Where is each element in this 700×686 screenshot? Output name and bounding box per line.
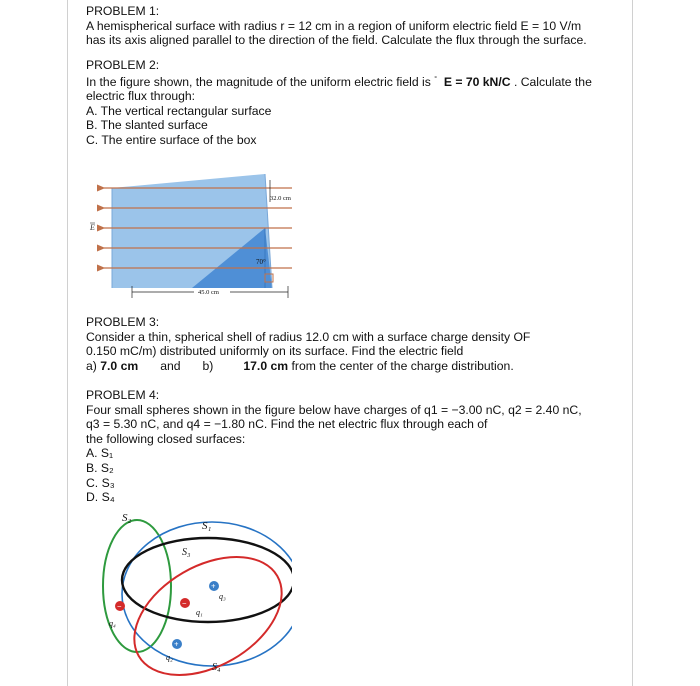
- surface-s3: [122, 538, 292, 622]
- problem-3: [86, 315, 530, 373]
- width-label: 45.0 cm: [198, 289, 219, 296]
- problem-2-field-value: E = 70 kN/C: [443, 74, 511, 89]
- and-text: and: [160, 358, 181, 373]
- problem-3-heading: PROBLEM 3:: [86, 315, 160, 329]
- problem-2-text-line: In the figure shown, the magnitude of the uniform electric field is ° E = 70 kN/C . Calculate the: [86, 74, 592, 89]
- problem-1-text-line: has its axis aligned parallel to the direction of the field. Calculate the flux through the surface.: [86, 33, 587, 48]
- problem-2-part-b: B. The slanted surface: [86, 118, 208, 133]
- problem-4: [86, 388, 582, 505]
- box-field-figure: [80, 170, 320, 306]
- part-a-distance: 7.0 cm: [100, 358, 139, 373]
- surface-s2: [103, 520, 171, 652]
- problem-4-heading: PROBLEM 4:: [86, 388, 160, 402]
- surface-s1: [122, 522, 292, 666]
- problem-4-text-line: q3 = 5.30 nC, and q4 = −1.80 nC. Find the net electric flux through each of: [86, 417, 488, 432]
- problem-3-text-post: from the center of the charge distribution.: [291, 358, 514, 373]
- angle-label: 70°: [256, 258, 266, 266]
- q4-sign: −: [117, 602, 122, 611]
- q3-sign: +: [211, 582, 216, 591]
- label-s2: S₂: [122, 512, 132, 524]
- problem-1: [86, 4, 587, 48]
- label-s4: S₄: [212, 662, 221, 673]
- problem-4-part-d: D. S₄: [86, 490, 115, 505]
- field-symbol-label: E: [90, 223, 95, 232]
- problem-3-text-line: 0.150 mC/m) distributed uniformly on its surface. Find the electric field: [86, 344, 464, 359]
- problem-4-text-line: the following closed surfaces:: [86, 431, 246, 446]
- problem-4-part-b: B. S₂: [86, 460, 114, 475]
- surface-s4: [114, 533, 292, 684]
- q2-sign: +: [174, 640, 179, 649]
- problem-2-heading: PROBLEM 2:: [86, 58, 160, 72]
- label-q4: q₄: [109, 619, 116, 628]
- height-label: 32.0 cm: [270, 195, 291, 202]
- q1-sign: −: [182, 599, 187, 608]
- problem-1-text-line: A hemispherical surface with radius r = 12 cm in a region of uniform electric field E = 10 V/m: [86, 18, 582, 33]
- problem-2-text-post: . Calculate the: [513, 74, 592, 89]
- gaussian-surfaces-figure: [92, 508, 292, 684]
- problem-4-text-line: Four small spheres shown in the figure below have charges of q1 = −3.00 nC, q2 = 2.40 nC,: [86, 402, 582, 417]
- problem-1-heading: PROBLEM 1:: [86, 4, 160, 18]
- label-q1: q₁: [196, 608, 203, 617]
- page-margin-right: [632, 0, 633, 686]
- problem-4-part-c: C. S₃: [86, 475, 115, 490]
- part-b-distance: 17.0 cm: [243, 358, 289, 373]
- problem-2-text-pre: In the figure shown, the magnitude of the uniform electric field is: [86, 74, 431, 89]
- label-q3: q₃: [219, 592, 226, 601]
- label-s1: S₁: [202, 520, 212, 532]
- label-q2: q₂: [166, 653, 173, 662]
- problem-2-part-a: A. The vertical rectangular surface: [86, 103, 272, 118]
- problem-3-text-line: [86, 359, 530, 374]
- problem-2: [86, 58, 592, 148]
- problem-2-part-c: C. The entire surface of the box: [86, 133, 257, 148]
- problem-4-part-a: A. S₁: [86, 446, 114, 461]
- label-s3: S₃: [182, 547, 191, 558]
- part-a-label: a): [86, 358, 97, 373]
- problem-2-text-line: electric flux through:: [86, 89, 196, 104]
- problem-3-text-line: Consider a thin, spherical shell of radius 12.0 cm with a surface charge density OF: [86, 329, 531, 344]
- part-b-label: b): [202, 358, 214, 373]
- page-margin-left: [67, 0, 68, 686]
